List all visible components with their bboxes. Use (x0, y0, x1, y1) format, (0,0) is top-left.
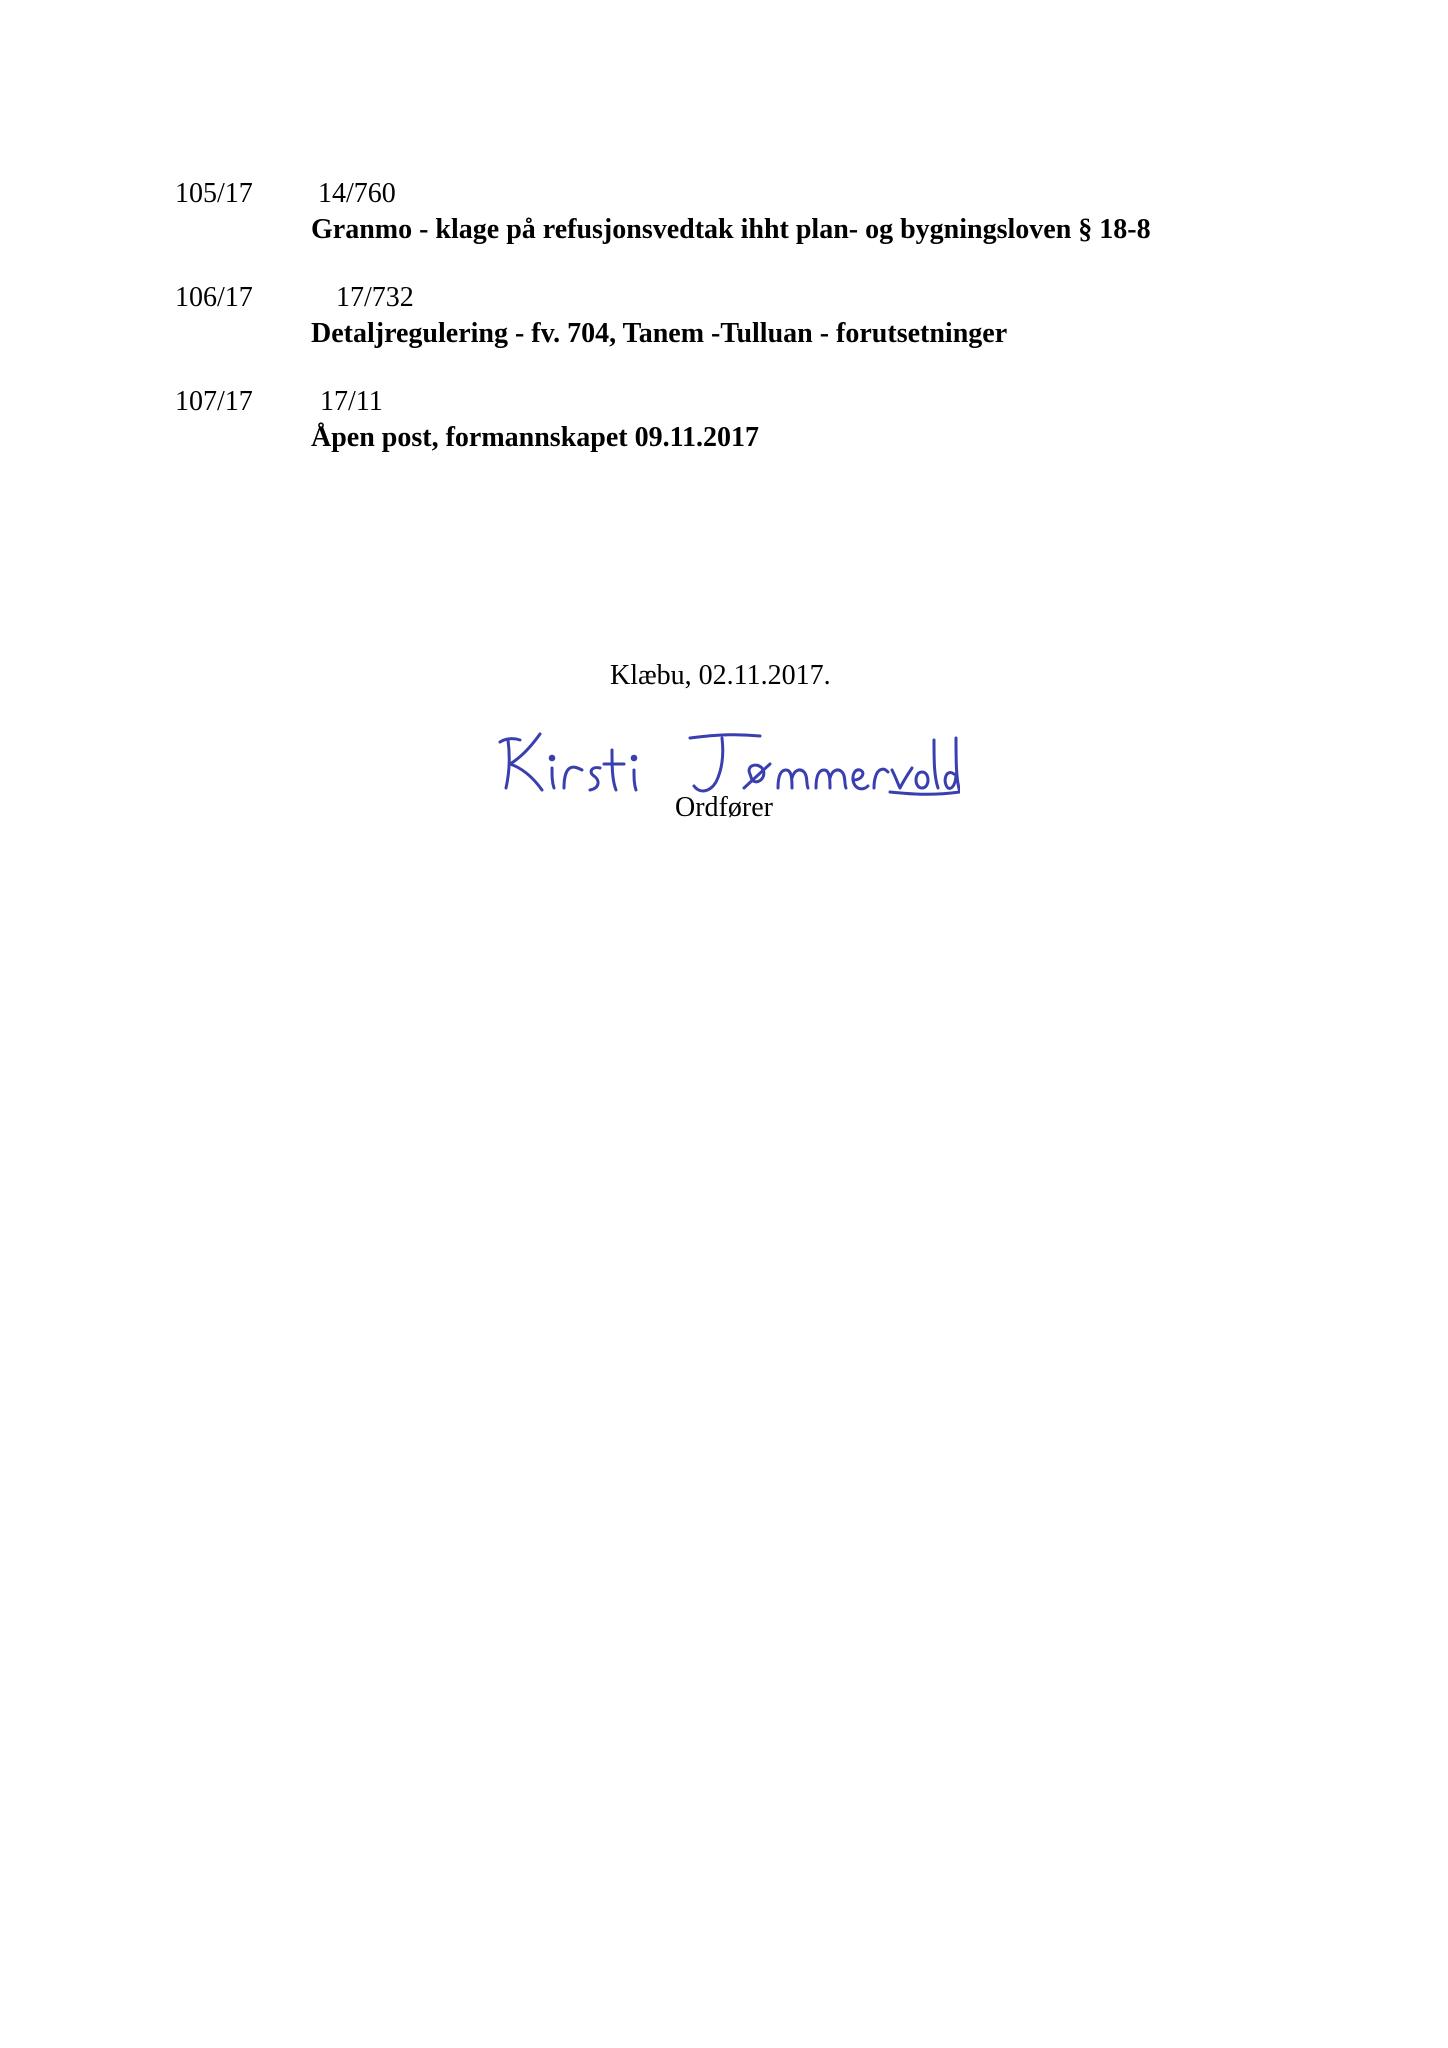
signatory-role: Ordfører (675, 792, 773, 823)
case-title: Granmo - klage på refusjonsvedtak ihht plan- og bygningsloven § 18-8 (311, 214, 1151, 245)
case-title: Åpen post, formannskapet 09.11.2017 (311, 422, 760, 453)
case-reference: 17/732 (336, 282, 414, 313)
case-number: 107/17 (175, 386, 253, 417)
case-title: Detaljregulering - fv. 704, Tanem -Tulluan - forutsetninger (311, 318, 1008, 349)
case-reference: 14/760 (318, 178, 396, 209)
case-number: 106/17 (175, 282, 253, 313)
handwritten-signature (490, 710, 960, 800)
case-reference: 17/11 (320, 386, 383, 417)
case-number: 105/17 (175, 178, 253, 209)
place-date: Klæbu, 02.11.2017. (610, 660, 831, 691)
